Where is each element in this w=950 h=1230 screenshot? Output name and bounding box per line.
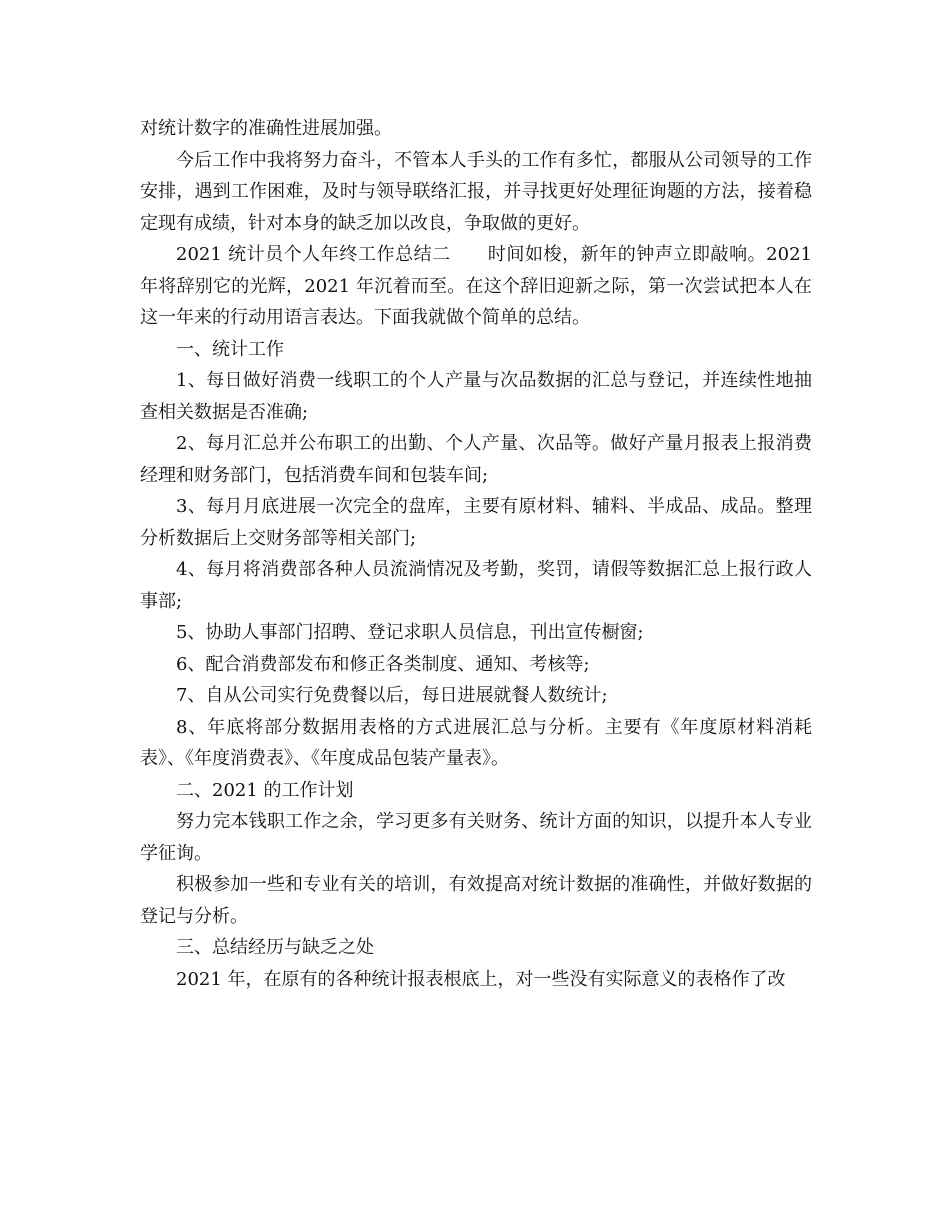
paragraph-summary-intro: 2021 统计员个人年终工作总结二 时间如梭，新年的钟声立即敲响。2021 年将辞别它的光辉，2021 年沉着而至。在这个辞旧迎新之际，第一次尝试把本人在这一年来的行动用语言表达。下面我就做个简单的总结。: [140, 244, 812, 328]
section-heading-statistics-work: 一、统计工作: [176, 338, 284, 360]
section-heading-work-plan: 二、2021 的工作计划: [176, 779, 354, 801]
list-item-6: 6、配合消费部发布和修正各类制度、通知、考核等;: [176, 653, 590, 675]
list-item-2: 2、每月汇总并公布职工的出勤、个人产量、次品等。做好产量月报表上报消费经理和财务部门，包括消费车间和包装车间;: [140, 433, 812, 486]
section-heading-experience: 三、总结经历与缺乏之处: [176, 937, 374, 958]
list-item-8: 8、年底将部分数据用表格的方式进展汇总与分析。主要有《年度原材料消耗表》、《年度消费表》、《年度成品包装产量表》。: [140, 716, 812, 769]
list-item-5: 5、协助人事部门招聘、登记求职人员信息，刊出宣传橱窗;: [176, 622, 644, 643]
paragraph-plan-training: 积极参加一些和专业有关的培训，有效提高对统计数据的准确性，并做好数据的登记与分析。: [140, 874, 812, 927]
list-item-4: 4、每月将消费部各种人员流淌情况及考勤，奖罚，请假等数据汇总上报行政人事部;: [140, 559, 812, 612]
list-item-7: 7、自从公司实行免费餐以后，每日进展就餐人数统计;: [176, 685, 608, 706]
list-item-1: 1、每日做好消费一线职工的个人产量与次品数据的汇总与登记，并连续性地抽查相关数据是否准确;: [140, 370, 812, 423]
document-body: [140, 113, 812, 995]
paragraph-future-work: 今后工作中我将努力奋斗，不管本人手头的工作有多忙，都服从公司领导的工作安排，遇到工作困难，及时与领导联络汇报，并寻找更好处理征询题的方法，接着稳定现有成绩，针对本身的缺乏加以改良，争取做的更好。: [140, 149, 812, 234]
paragraph-continuation: 对统计数字的准确性进展加强。: [140, 118, 392, 139]
paragraph-plan-study: 努力完本钱职工作之余，学习更多有关财务、统计方面的知识，以提升本人专业学征询。: [140, 811, 812, 864]
list-item-3: 3、每月月底进展一次完全的盘库，主要有原材料、辅料、半成品、成品。整理分析数据后上交财务部等相关部门;: [140, 496, 812, 549]
paragraph-experience: 2021 年，在原有的各种统计报表根底上，对一些没有实际意义的表格作了改: [176, 968, 786, 990]
